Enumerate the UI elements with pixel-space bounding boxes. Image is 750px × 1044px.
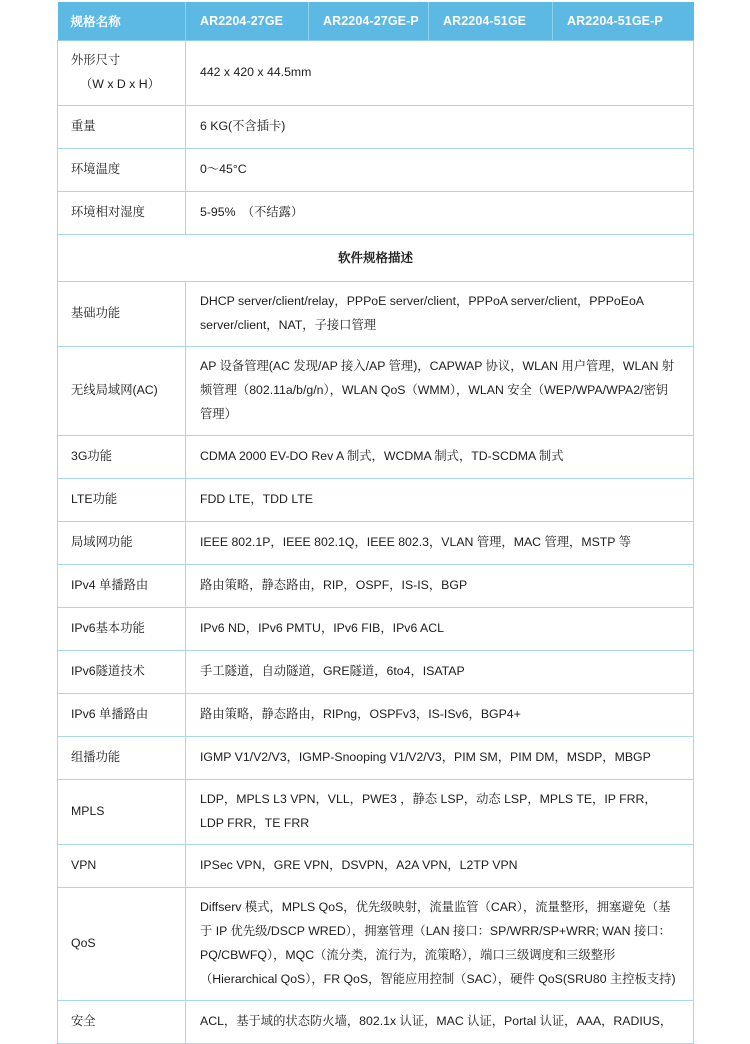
row-label-subtext: （W x D x H）: [80, 76, 160, 91]
table-row: [58, 1000, 694, 1043]
row-label-basic-features: 基础功能: [58, 282, 186, 347]
column-header-ar2204-51ge-p: AR2204-51GE-P: [553, 2, 694, 41]
row-value-vpn: IPSec VPN，GRE VPN，DSVPN，A2A VPN，L2TP VPN: [186, 845, 694, 888]
section-header-row: [58, 234, 694, 281]
column-header-ar2204-51ge: AR2204-51GE: [429, 2, 553, 41]
row-label-qos: QoS: [58, 888, 186, 1001]
row-label-vpn: VPN: [58, 845, 186, 888]
row-label-lte-features: LTE功能: [58, 479, 186, 522]
table-row: [58, 565, 694, 608]
row-value-ipv6-tunneling: 手工隧道，自动隧道，GRE隧道，6to4，ISATAP: [186, 651, 694, 694]
column-header-ar2204-27ge: AR2204-27GE: [186, 2, 309, 41]
table-row: [58, 522, 694, 565]
row-label-3g-features: 3G功能: [58, 436, 186, 479]
row-value-weight: 6 KG(不含插卡): [186, 105, 694, 148]
column-header-spec-name: 规格名称: [58, 2, 186, 41]
row-label-dimensions: [58, 41, 186, 106]
row-value-lte-features: FDD LTE，TDD LTE: [186, 479, 694, 522]
row-value-security: ACL，基于域的状态防火墙，802.1x 认证，MAC 认证，Portal 认证，AAA，RADIUS，: [186, 1000, 694, 1043]
row-label-ipv6-basic: IPv6基本功能: [58, 608, 186, 651]
row-value-lan-features: IEEE 802.1P，IEEE 802.1Q，IEEE 802.3，VLAN 管理，MAC 管理，MSTP 等: [186, 522, 694, 565]
table-row: [58, 780, 694, 845]
table-row: [58, 694, 694, 737]
row-value-ipv6-unicast-routing: 路由策略，静态路由，RIPng，OSPFv3，IS-ISv6，BGP4+: [186, 694, 694, 737]
table-body: [58, 41, 694, 1044]
row-label-weight: 重量: [58, 105, 186, 148]
row-label-relative-humidity: 环境相对湿度: [58, 191, 186, 234]
table-row: [58, 651, 694, 694]
table-header: [58, 2, 694, 41]
table-row: [58, 436, 694, 479]
row-label-mpls: MPLS: [58, 780, 186, 845]
row-value-3g-features: CDMA 2000 EV-DO Rev A 制式，WCDMA 制式，TD-SCDMA 制式: [186, 436, 694, 479]
table-row: [58, 888, 694, 1001]
table-header-row: [58, 2, 694, 41]
row-label-ipv4-unicast-routing: IPv4 单播路由: [58, 565, 186, 608]
row-value-wlan-ac: AP 设备管理(AC 发现/AP 接入/AP 管理)，CAPWAP 协议，WLAN 用户管理，WLAN 射频管理（802.11a/b/g/n），WLAN QoS（WMM），WLAN 安全（WEP/WPA/WPA2/密钥管理）: [186, 347, 694, 436]
table-row: [58, 737, 694, 780]
column-header-ar2204-27ge-p: AR2204-27GE-P: [309, 2, 429, 41]
row-value-basic-features: DHCP server/client/relay，PPPoE server/client，PPPoA server/client，PPPoEoA server/client，NAT，子接口管理: [186, 282, 694, 347]
table-row: [58, 148, 694, 191]
table-row: [58, 479, 694, 522]
row-label-ipv6-unicast-routing: IPv6 单播路由: [58, 694, 186, 737]
row-label-lan-features: 局域网功能: [58, 522, 186, 565]
row-value-mpls: LDP，MPLS L3 VPN，VLL，PWE3 ，静态 LSP，动态 LSP，MPLS TE，IP FRR，LDP FRR，TE FRR: [186, 780, 694, 845]
row-value-multicast: IGMP V1/V2/V3，IGMP-Snooping V1/V2/V3，PIM SM，PIM DM，MSDP，MBGP: [186, 737, 694, 780]
row-label-wlan-ac: 无线局域网(AC): [58, 347, 186, 436]
row-value-ipv6-basic: IPv6 ND，IPv6 PMTU，IPv6 FIB，IPv6 ACL: [186, 608, 694, 651]
table-row: [58, 347, 694, 436]
row-label-multicast: 组播功能: [58, 737, 186, 780]
row-value-qos: Diffserv 模式，MPLS QoS，优先级映射，流量监管（CAR），流量整形，拥塞避免（基于 IP 优先级/DSCP WRED），拥塞管理（LAN 接口：SP/WRR/SP+WRR; WAN 接口：PQ/CBWFQ），MQC（流分类，流行为，流策略），端口三级调度和三级整形（Hierarchical QoS），FR QoS，智能应用控制（SAC），硬件 QoS(SRU80 主控板支持): [186, 888, 694, 1001]
row-value-ipv4-unicast-routing: 路由策略，静态路由，RIP，OSPF，IS-IS，BGP: [186, 565, 694, 608]
row-label-ipv6-tunneling: IPv6隧道技术: [58, 651, 186, 694]
table-row: [58, 845, 694, 888]
table-row: [58, 608, 694, 651]
section-header-software-spec: 软件规格描述: [58, 234, 694, 281]
table-row: [58, 191, 694, 234]
row-label-security: 安全: [58, 1000, 186, 1043]
row-value-relative-humidity: 5-95% （不结露）: [186, 191, 694, 234]
table-row: [58, 41, 694, 106]
row-value-dimensions: 442 x 420 x 44.5mm: [186, 41, 694, 106]
product-specification-table: [57, 2, 694, 1044]
table-row: [58, 105, 694, 148]
row-label-text: 外形尺寸: [71, 53, 121, 67]
row-label-operating-temperature: 环境温度: [58, 148, 186, 191]
table-row: [58, 282, 694, 347]
specification-table-container: [57, 2, 693, 1044]
row-value-operating-temperature: 0～45°C: [186, 148, 694, 191]
